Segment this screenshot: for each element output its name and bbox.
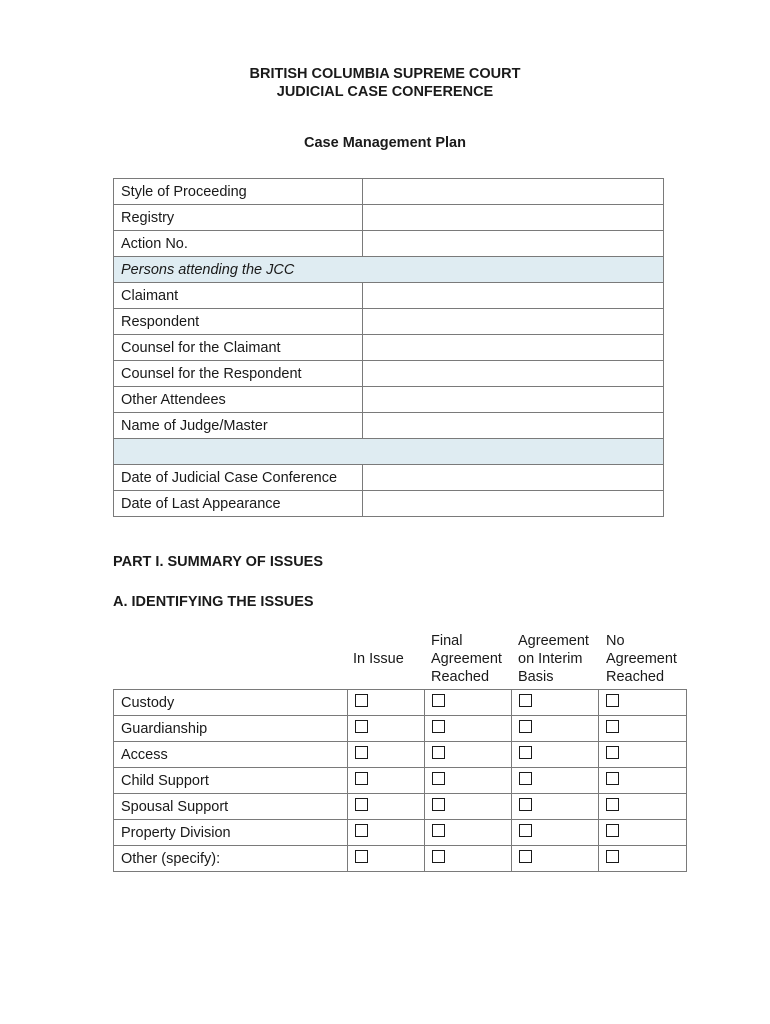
- checkbox[interactable]: [606, 746, 619, 759]
- checkbox-cell: [347, 794, 424, 820]
- field-value-input[interactable]: [362, 491, 663, 517]
- plan-title: Case Management Plan: [304, 135, 466, 151]
- checkbox[interactable]: [432, 694, 445, 707]
- checkbox-cell: [347, 716, 424, 742]
- section-label: [114, 439, 664, 465]
- field-value-input[interactable]: [362, 335, 663, 361]
- field-label: Action No.: [114, 231, 363, 257]
- checkbox[interactable]: [606, 850, 619, 863]
- checkbox-cell: [599, 794, 687, 820]
- checkbox[interactable]: [432, 850, 445, 863]
- checkbox[interactable]: [606, 824, 619, 837]
- checkbox-cell: [424, 768, 512, 794]
- issue-label: Child Support: [114, 768, 348, 794]
- checkbox-cell: [599, 690, 687, 716]
- checkbox-cell: [424, 716, 512, 742]
- checkbox[interactable]: [519, 746, 532, 759]
- issues-table: [113, 689, 687, 872]
- conference-title: JUDICIAL CASE CONFERENCE: [276, 84, 494, 100]
- field-label: Date of Last Appearance: [114, 491, 363, 517]
- issue-row: [114, 846, 687, 872]
- checkbox-cell: [347, 820, 424, 846]
- section-label: Persons attending the JCC: [114, 257, 664, 283]
- checkbox[interactable]: [355, 772, 368, 785]
- section-row: [114, 257, 664, 283]
- part1-heading: PART I. SUMMARY OF ISSUES: [113, 554, 324, 570]
- checkbox[interactable]: [519, 850, 532, 863]
- field-value-input[interactable]: [362, 309, 663, 335]
- checkbox-cell: [347, 846, 424, 872]
- field-row: [114, 491, 664, 517]
- issue-label: Other (specify):: [114, 846, 348, 872]
- checkbox[interactable]: [519, 694, 532, 707]
- checkbox[interactable]: [519, 720, 532, 733]
- field-value-input[interactable]: [362, 231, 663, 257]
- checkbox-cell: [512, 820, 599, 846]
- checkbox-cell: [424, 820, 512, 846]
- checkbox[interactable]: [606, 772, 619, 785]
- checkbox[interactable]: [519, 798, 532, 811]
- checkbox-cell: [599, 846, 687, 872]
- issue-row: [114, 742, 687, 768]
- checkbox-cell: [599, 820, 687, 846]
- field-row: [114, 387, 664, 413]
- checkbox[interactable]: [355, 824, 368, 837]
- issue-row: [114, 768, 687, 794]
- field-value-input[interactable]: [362, 283, 663, 309]
- checkbox-cell: [424, 690, 512, 716]
- field-row: [114, 179, 664, 205]
- column-header: Final Agreement Reached: [431, 633, 502, 685]
- checkbox[interactable]: [355, 694, 368, 707]
- field-label: Date of Judicial Case Conference: [114, 465, 363, 491]
- field-label: Registry: [114, 205, 363, 231]
- section-a-heading: A. IDENTIFYING THE ISSUES: [113, 594, 314, 610]
- issue-label: Guardianship: [114, 716, 348, 742]
- checkbox[interactable]: [355, 746, 368, 759]
- checkbox[interactable]: [432, 720, 445, 733]
- column-header: No Agreement Reached: [606, 633, 677, 685]
- checkbox-cell: [599, 742, 687, 768]
- field-value-input[interactable]: [362, 413, 663, 439]
- checkbox[interactable]: [519, 772, 532, 785]
- checkbox-cell: [424, 794, 512, 820]
- field-label: Respondent: [114, 309, 363, 335]
- checkbox-cell: [347, 768, 424, 794]
- field-label: Style of Proceeding: [114, 179, 363, 205]
- checkbox[interactable]: [606, 798, 619, 811]
- field-row: [114, 205, 664, 231]
- checkbox-cell: [424, 846, 512, 872]
- checkbox-cell: [512, 768, 599, 794]
- issue-label: Spousal Support: [114, 794, 348, 820]
- checkbox-cell: [599, 716, 687, 742]
- field-label: Counsel for the Respondent: [114, 361, 363, 387]
- checkbox-cell: [599, 768, 687, 794]
- field-row: [114, 413, 664, 439]
- checkbox[interactable]: [355, 850, 368, 863]
- checkbox-cell: [512, 690, 599, 716]
- issue-label: Access: [114, 742, 348, 768]
- field-row: [114, 309, 664, 335]
- field-value-input[interactable]: [362, 361, 663, 387]
- field-row: [114, 465, 664, 491]
- checkbox[interactable]: [432, 746, 445, 759]
- checkbox-cell: [512, 846, 599, 872]
- field-label: Counsel for the Claimant: [114, 335, 363, 361]
- field-row: [114, 361, 664, 387]
- checkbox-cell: [347, 690, 424, 716]
- column-header: Agreement on Interim Basis: [518, 633, 589, 685]
- checkbox-cell: [424, 742, 512, 768]
- issue-label: Custody: [114, 690, 348, 716]
- field-label: Claimant: [114, 283, 363, 309]
- checkbox[interactable]: [355, 798, 368, 811]
- section-row: [114, 439, 664, 465]
- checkbox[interactable]: [606, 720, 619, 733]
- column-header: In Issue: [353, 651, 404, 667]
- checkbox[interactable]: [432, 772, 445, 785]
- checkbox[interactable]: [355, 720, 368, 733]
- field-value-input[interactable]: [362, 387, 663, 413]
- checkbox-cell: [512, 742, 599, 768]
- field-row: [114, 283, 664, 309]
- checkbox-cell: [347, 742, 424, 768]
- checkbox-cell: [512, 794, 599, 820]
- field-label: Name of Judge/Master: [114, 413, 363, 439]
- field-row: [114, 335, 664, 361]
- field-label: Other Attendees: [114, 387, 363, 413]
- checkbox[interactable]: [432, 798, 445, 811]
- checkbox[interactable]: [519, 824, 532, 837]
- issue-row: [114, 794, 687, 820]
- checkbox[interactable]: [606, 694, 619, 707]
- issue-label: Property Division: [114, 820, 348, 846]
- court-title: BRITISH COLUMBIA SUPREME COURT: [249, 66, 521, 82]
- issue-row: [114, 716, 687, 742]
- field-row: [114, 231, 664, 257]
- field-value-input[interactable]: [362, 179, 663, 205]
- checkbox-cell: [512, 716, 599, 742]
- issue-row: [114, 690, 687, 716]
- issue-row: [114, 820, 687, 846]
- field-value-input[interactable]: [362, 465, 663, 491]
- case-info-table: [113, 178, 664, 517]
- checkbox[interactable]: [432, 824, 445, 837]
- field-value-input[interactable]: [362, 205, 663, 231]
